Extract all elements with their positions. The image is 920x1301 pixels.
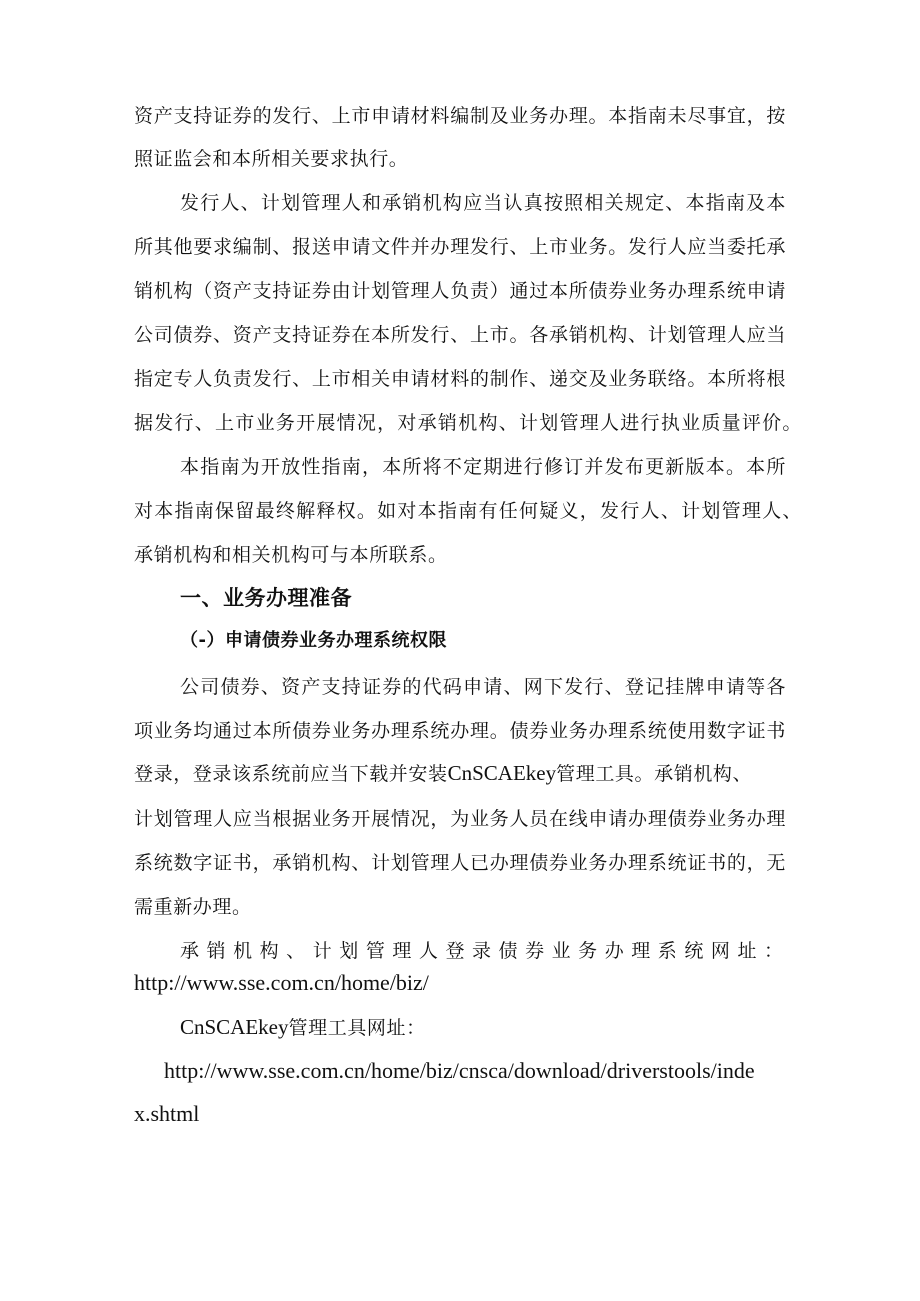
paragraph-text: 登录，登录该系统前应当下载并安装 (134, 763, 448, 785)
subsection-heading: （-）申请债券业务办理系统权限 (180, 630, 447, 651)
paragraph-line: 系统数字证书，承销机构、计划管理人已办理债券业务办理系统证书的，无 (134, 852, 786, 874)
biz-system-url: http://www.sse.com.cn/home/biz/ (134, 970, 429, 995)
paragraph-line: 据发行、上市业务开展情况，对承销机构、计划管理人进行执业质量评价。 (134, 412, 802, 434)
section-heading: 一、业务办理准备 (180, 586, 352, 610)
paragraph-line: 销机构（资产支持证券由计划管理人负责）通过本所债券业务办理系统申请 (134, 280, 786, 302)
paragraph-text: 管理工具网址： (288, 1017, 426, 1039)
paragraph-line (134, 760, 786, 787)
paragraph-line: 对本指南保留最终解释权。如对本指南有任何疑义，发行人、计划管理人、 (134, 500, 802, 522)
paragraph-line: 所其他要求编制、报送申请文件并办理发行、上市业务。发行人应当委托承 (134, 236, 786, 258)
software-name: CnSCAEkey (180, 1015, 289, 1039)
paragraph-line: 公司债券、资产支持证券在本所发行、上市。各承销机构、计划管理人应当 (134, 324, 786, 346)
paragraph-text: 管理工具。承销机构、 (556, 763, 753, 785)
paragraph-line (180, 1014, 832, 1041)
paragraph-line: 指定专人负责发行、上市相关申请材料的制作、递交及业务联络。本所将根 (134, 368, 786, 390)
paragraph-line: 资产支持证券的发行、上市申请材料编制及业务办理。本指南未尽事宜，按 (134, 105, 786, 127)
paragraph-line: 本指南为开放性指南，本所将不定期进行修订并发布更新版本。本所 (180, 456, 786, 478)
paragraph-line: 需重新办理。 (134, 896, 252, 918)
paragraph-line: 发行人、计划管理人和承销机构应当认真按照相关规定、本指南及本 (180, 192, 786, 214)
paragraph-line: 照证监会和本所相关要求执行。 (134, 148, 409, 170)
paragraph-line: 承销机构、计划管理人登录债券业务办理系统网址： (180, 940, 786, 962)
paragraph-line: 公司债券、资产支持证券的代码申请、网下发行、登记挂牌申请等各 (180, 676, 786, 698)
paragraph-line: 计划管理人应当根据业务开展情况，为业务人员在线申请办理债券业务办理 (134, 808, 786, 830)
software-name: CnSCAEkey (447, 761, 557, 785)
paragraph-line: 项业务均通过本所债券业务办理系统办理。债券业务办理系统使用数字证书 (134, 720, 786, 742)
tool-download-url-continued: x.shtml (134, 1101, 200, 1126)
paragraph-line: 承销机构和相关机构可与本所联系。 (134, 544, 448, 566)
tool-download-url: http://www.sse.com.cn/home/biz/cnsca/download/driverstools/inde (164, 1058, 755, 1083)
